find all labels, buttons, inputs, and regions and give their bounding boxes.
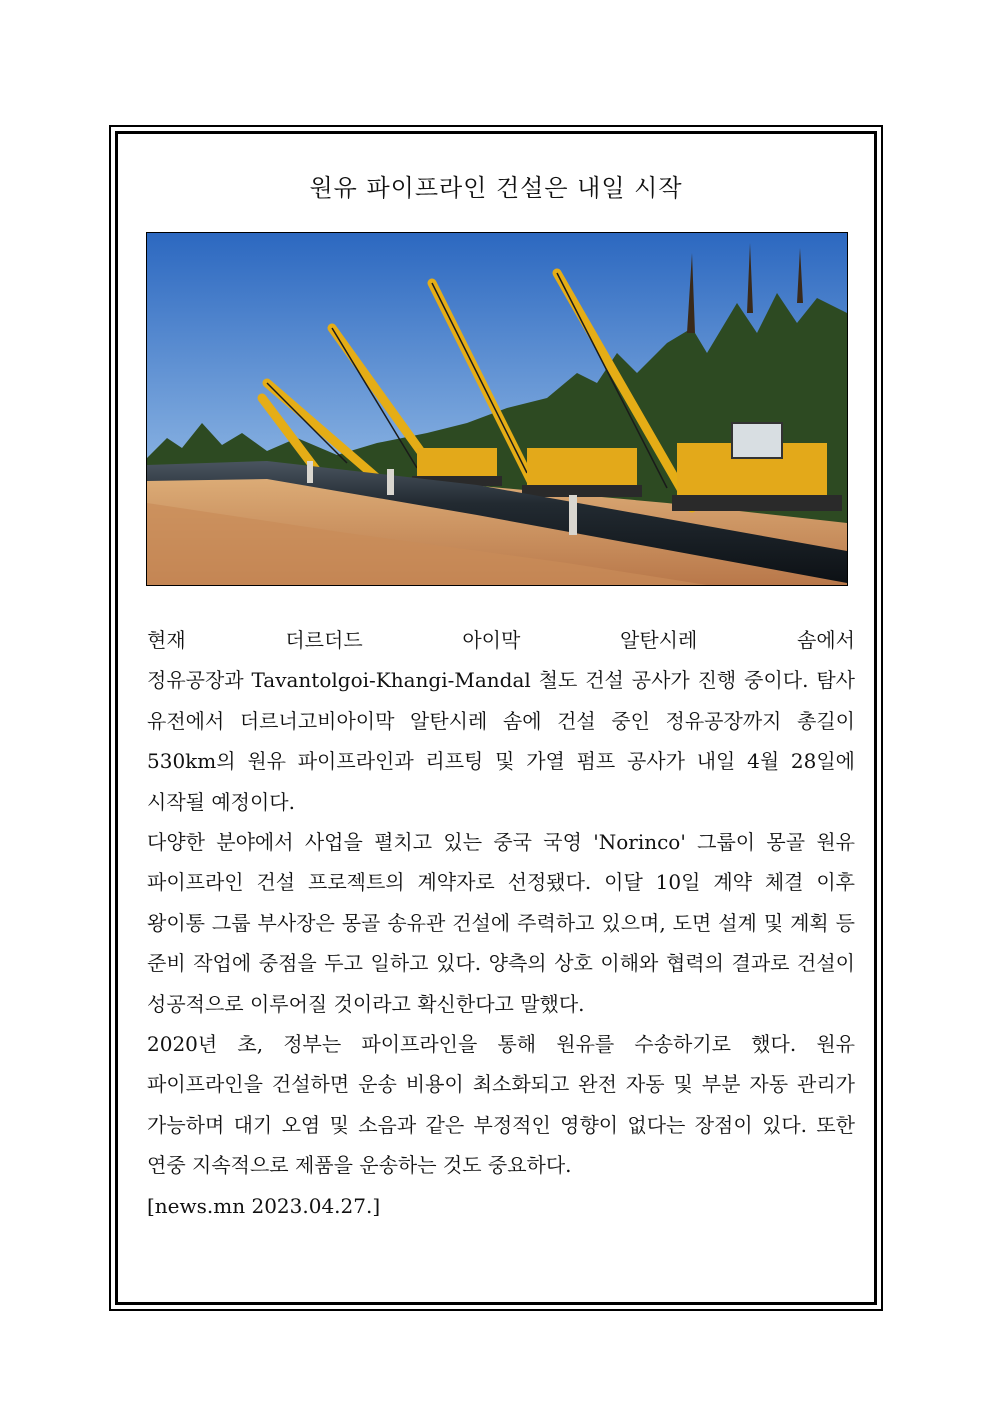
pipeline-construction-illustration xyxy=(147,233,847,585)
article-paragraph: 현재 더르더드 아이막 알탄시레 솜에서 정유공장과 Tavantolgoi-Khangi-Mandal 철도 건설 공사가 진행 중이다. 탐사 유전에서 더르너고비아이막 알탄시레 솜에 건설 중인 정유공장까지 총길이 530km의 원유 파이프라인과 리프팅 및 가열 펌프 공사가 내일 4월 28일에 시작될 예정이다. xyxy=(147,628,855,814)
article-body xyxy=(147,620,855,1226)
article-paragraph: 2020년 초, 정부는 파이프라인을 통해 원유를 수송하기로 했다. 원유 파이프라인을 건설하면 운송 비용이 최소화되고 완전 자동 및 부분 자동 관리가 가능하며 대기 오염 및 소음과 같은 부정적인 영향이 없다는 장점이 있다. 또한 연중 지속적으로 제품을 운송하는 것도 중요하다. xyxy=(147,1032,855,1178)
article-photo xyxy=(146,232,848,586)
article-paragraph: 다양한 분야에서 사업을 펼치고 있는 중국 국영 'Norinco' 그룹이 몽골 원유 파이프라인 건설 프로젝트의 계약자로 선정됐다. 이달 10일 계약 체결 이후 왕이통 그룹 부사장은 몽골 송유관 건설에 주력하고 있으며, 도면 설계 및 계획 등 준비 작업에 중점을 두고 일하고 있다. 양측의 상호 이해와 협력의 결과로 건설이 성공적으로 이루어질 것이라고 확신한다고 말했다. xyxy=(147,830,855,1016)
document-inner-border xyxy=(115,131,877,1305)
article-source: [news.mn 2023.04.27.] xyxy=(147,1193,381,1218)
document-outer-border xyxy=(109,125,883,1311)
article-title: 원유 파이프라인 건설은 내일 시작 xyxy=(309,174,683,202)
